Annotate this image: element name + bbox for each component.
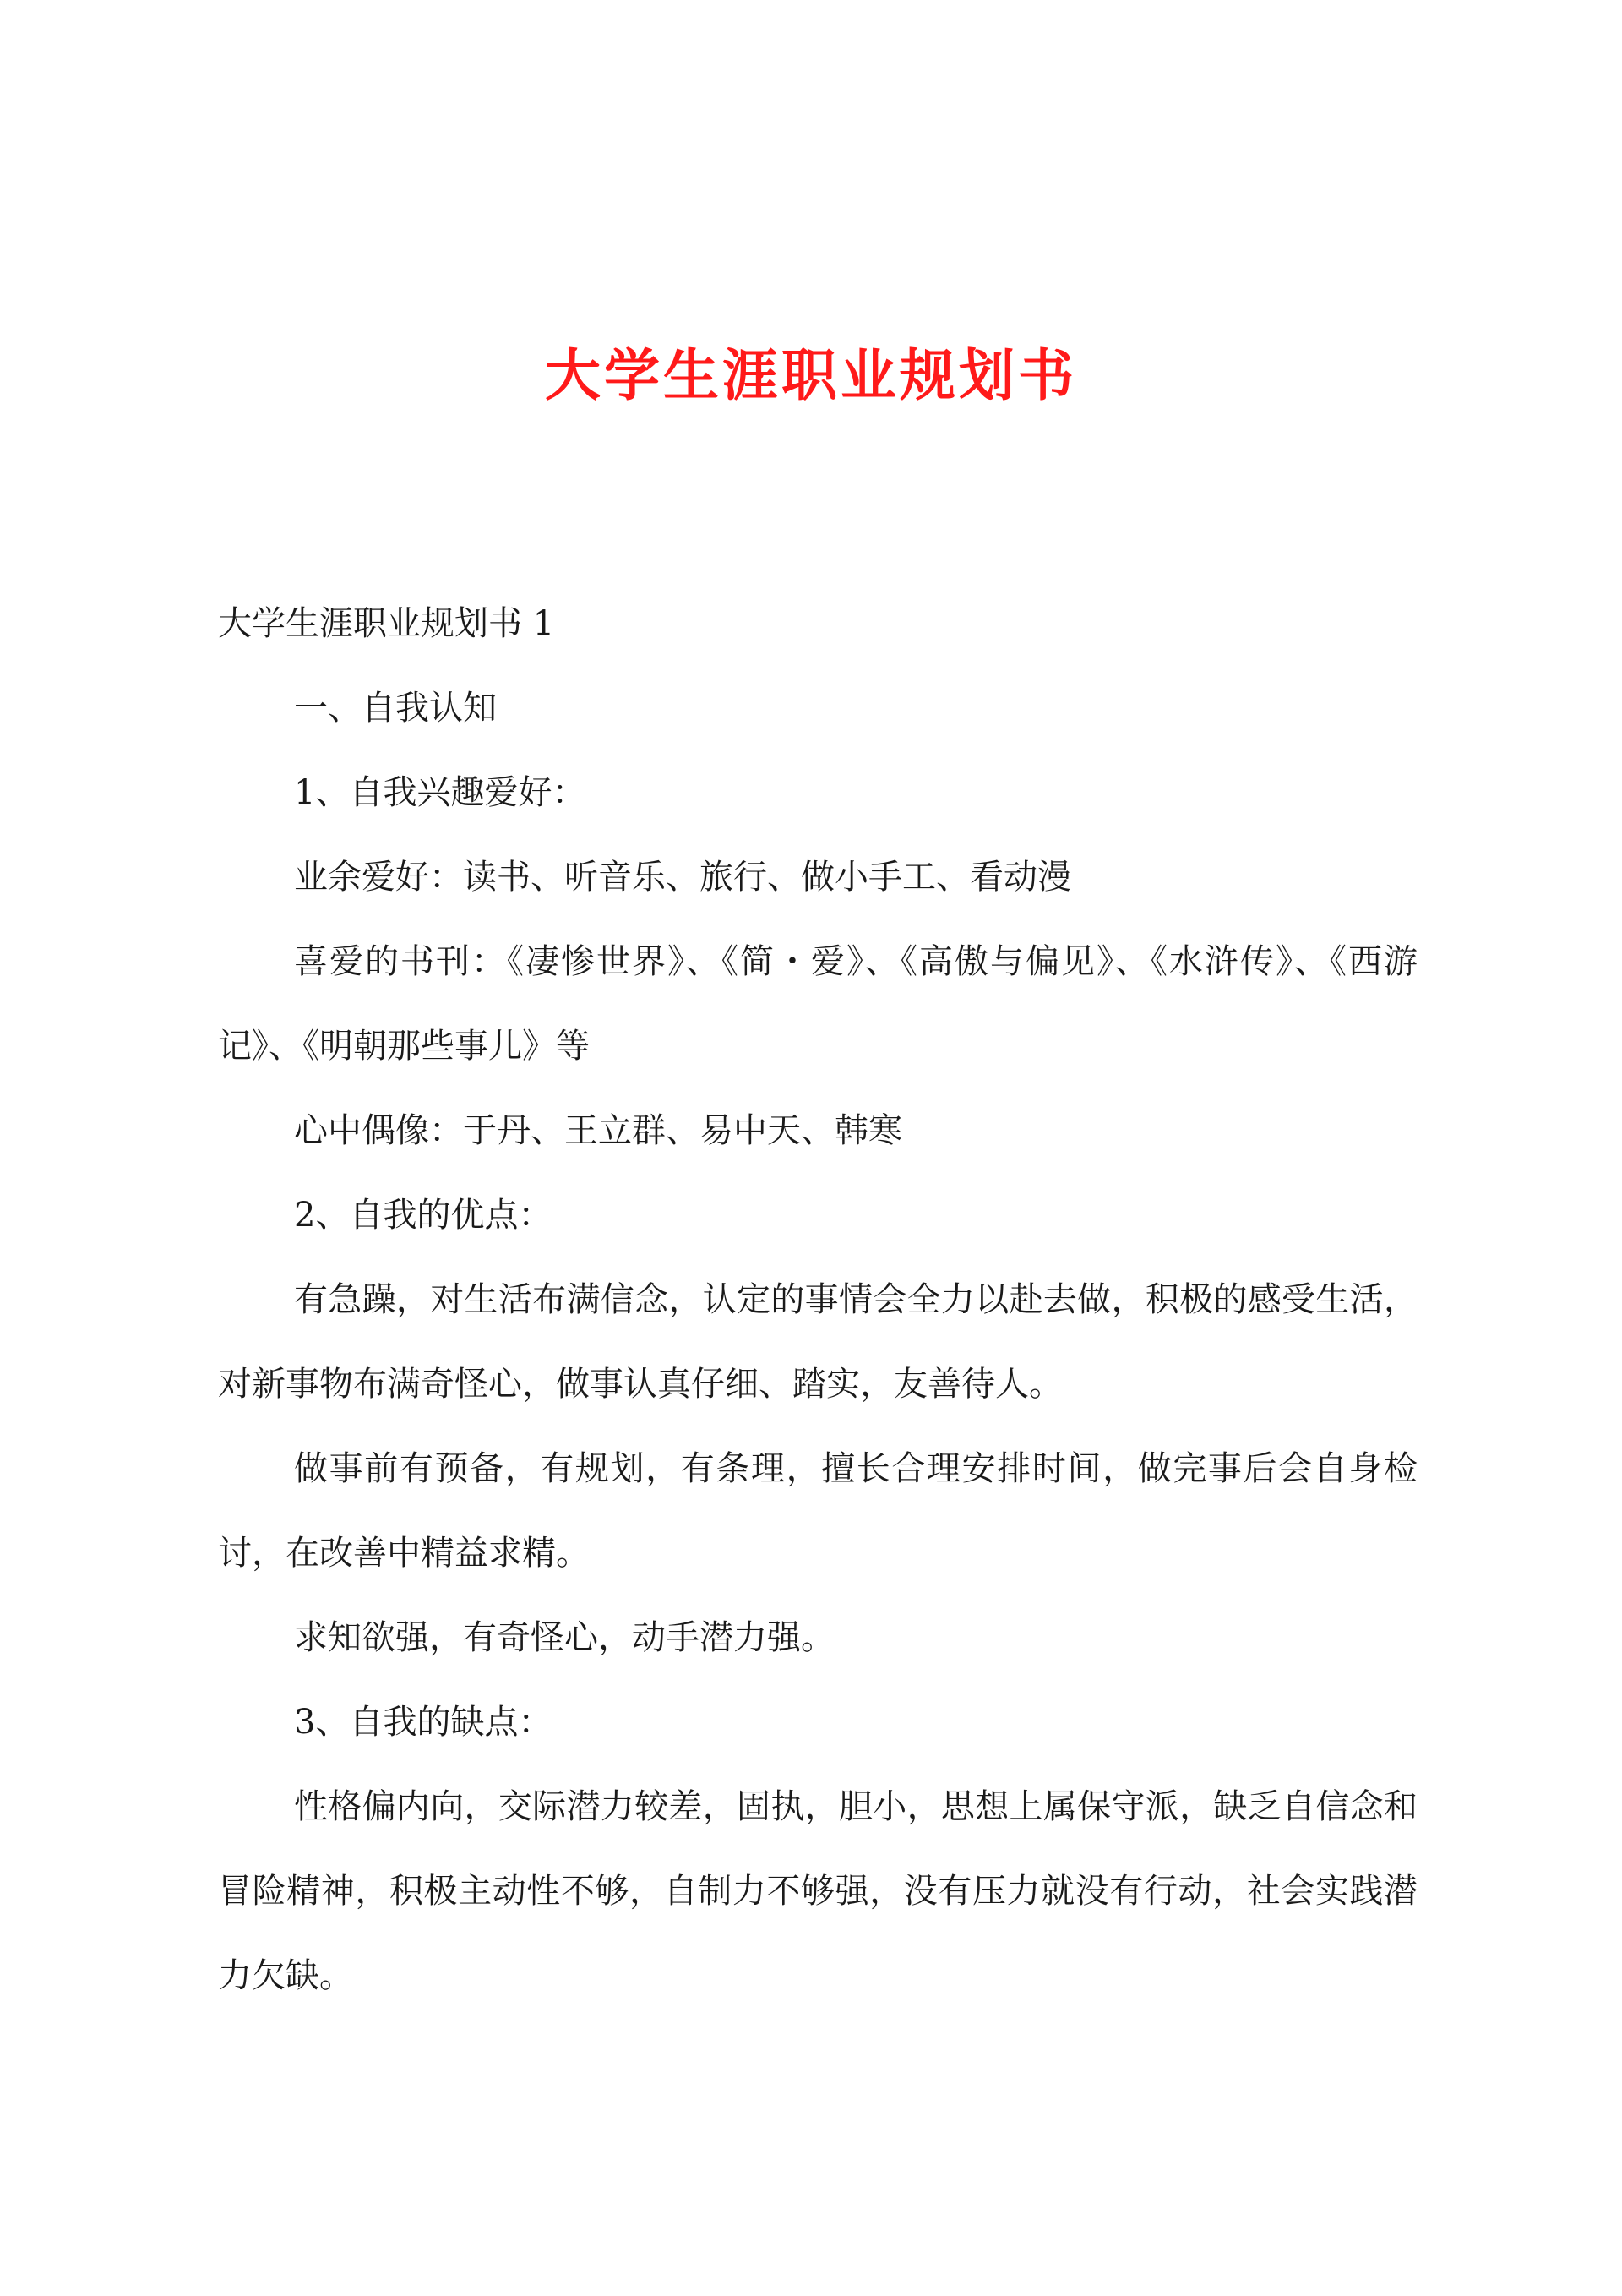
item-heading-interests: 1、自我兴趣爱好：: [294, 773, 586, 812]
paragraph-strengths-3: 求知欲强，有奇怪心，动手潜力强。: [294, 1618, 835, 1657]
item-heading-weaknesses: 3、自我的缺点：: [294, 1703, 552, 1742]
paragraph-strengths-1: 有急躁，对生活布满信念，认定的事情会全力以赴去做，积极的感受生活，对新事物布满奇怪心，做事认真仔细、踏实，友善待人。: [218, 1280, 1418, 1404]
paragraph-hobbies: 业余爱好：读书、听音乐、旅行、做小手工、看动漫: [294, 858, 1071, 897]
paragraph-weaknesses: 性格偏内向，交际潜力较差，固执，胆小，思想上属保守派，缺乏自信念和冒险精神，积极主动性不够，自制力不够强，没有压力就没有行动，社会实践潜力欠缺。: [218, 1787, 1418, 1995]
paragraph-books: 喜爱的书刊：《凄惨世界》、《简・爱》、《高傲与偏见》、《水浒传》、《西游记》、《明朝那些事儿》等: [218, 942, 1418, 1066]
paragraph-idols: 心中偶像：于丹、王立群、易中天、韩寒: [294, 1111, 902, 1150]
paragraph-strengths-2: 做事前有预备，有规划，有条理，擅长合理安排时间，做完事后会自身检讨，在改善中精益求精。: [218, 1449, 1418, 1573]
section-heading: 大学生涯职业规划书 1: [218, 604, 555, 643]
subsection-heading: 一、自我认知: [294, 689, 497, 728]
document-title: 大学生涯职业规划书: [545, 342, 1077, 408]
item-heading-strengths: 2、自我的优点：: [294, 1196, 552, 1235]
document-body: [218, 581, 1418, 2018]
